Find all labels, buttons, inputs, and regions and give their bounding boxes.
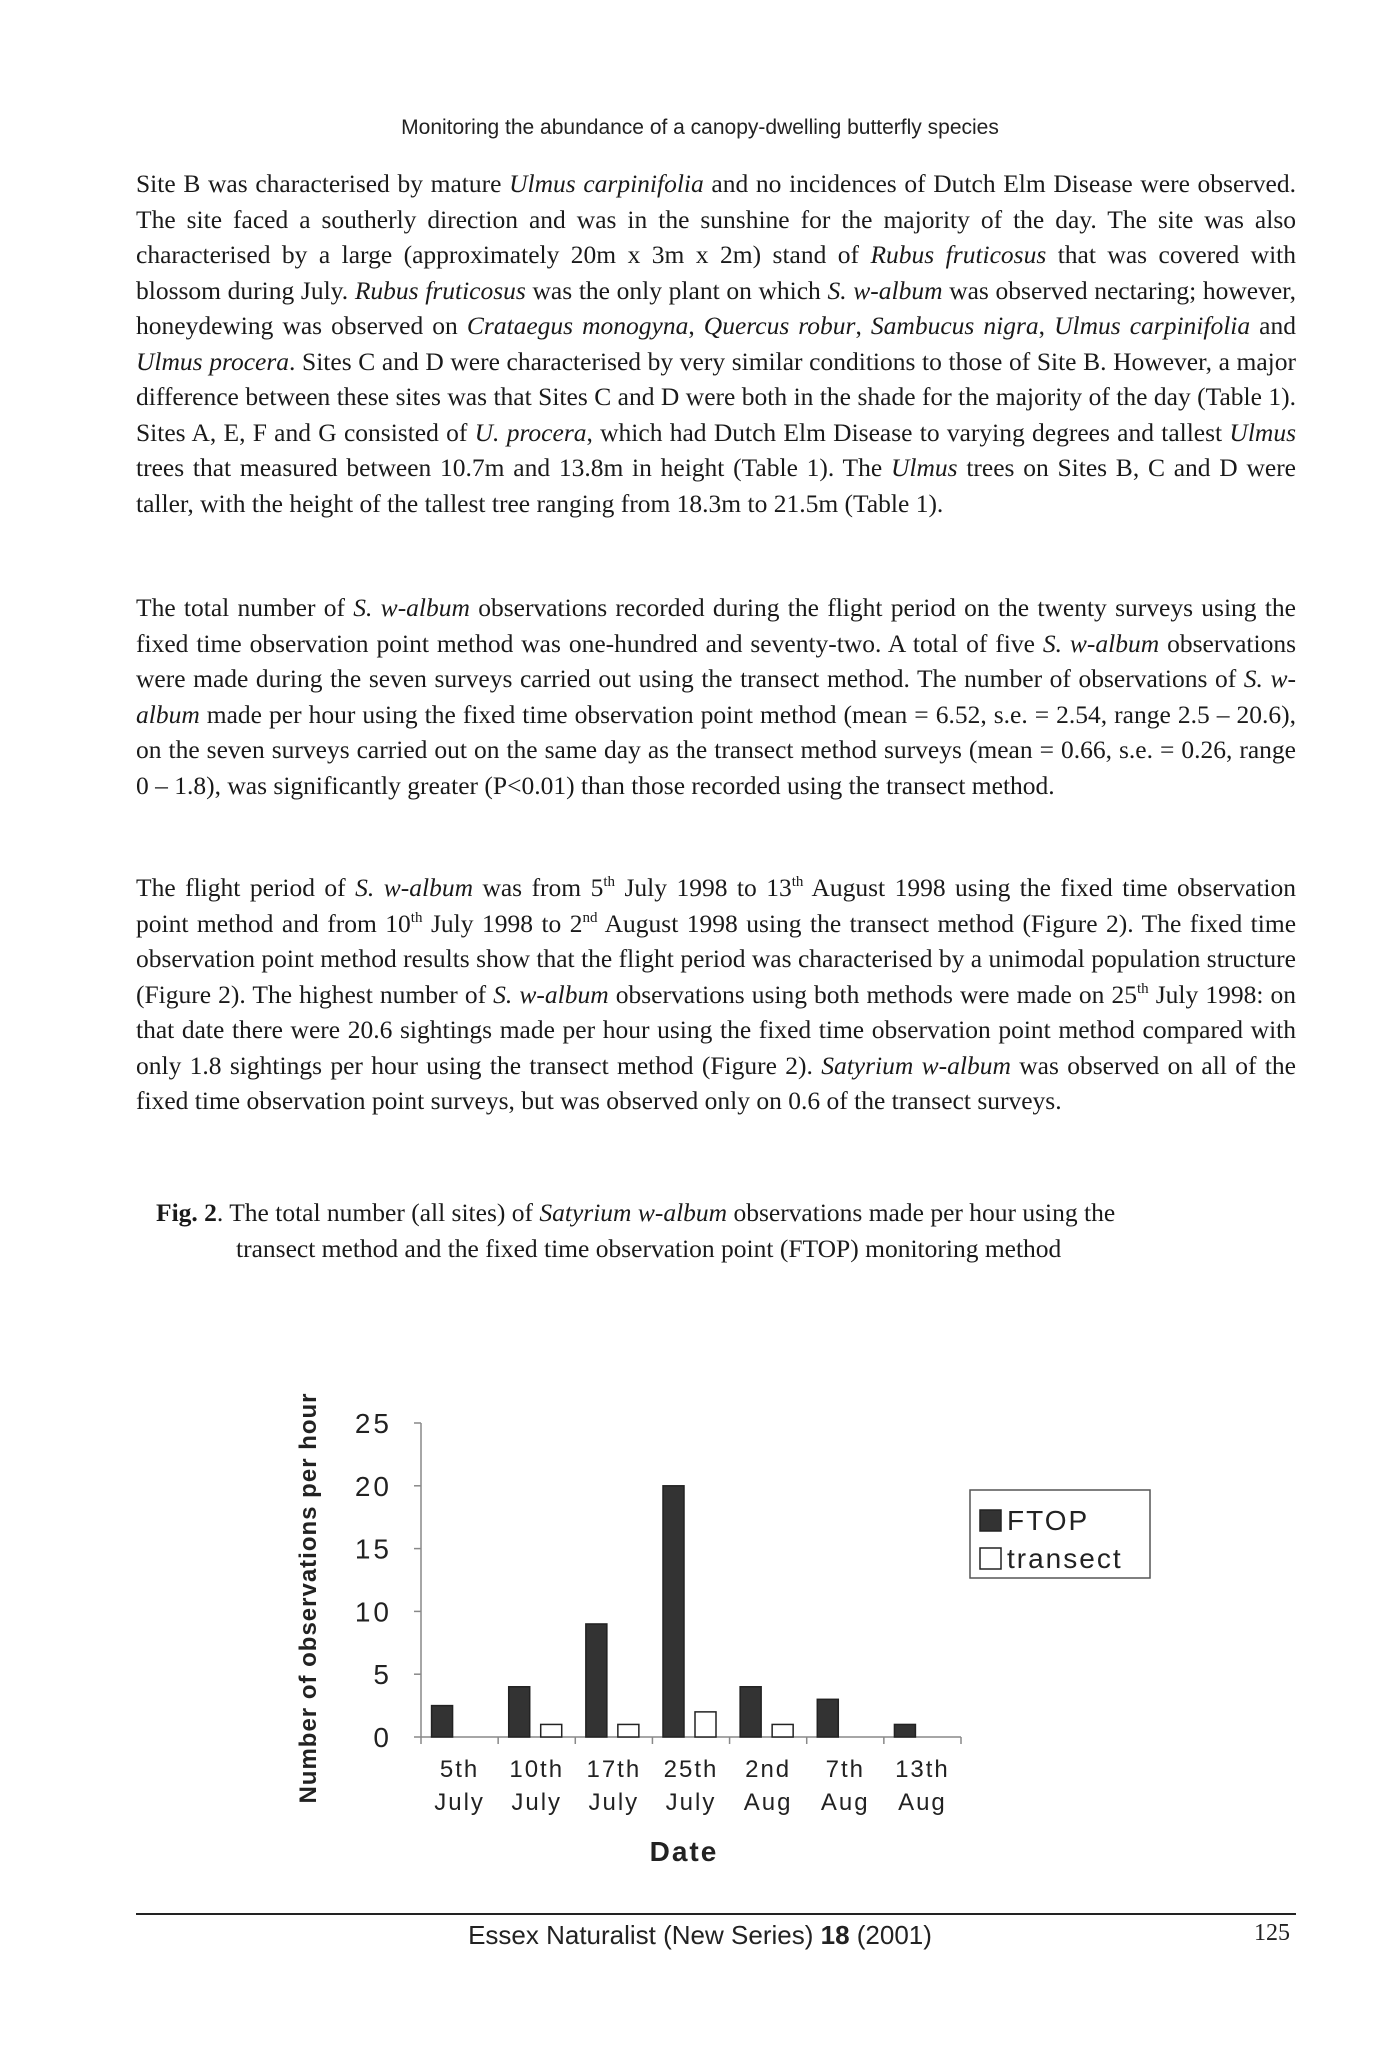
caption-species: Satyrium w-album — [539, 1198, 728, 1227]
y-axis-label: Number of observations per hour — [295, 1392, 322, 1804]
x-tick-label: 13th — [895, 1756, 950, 1783]
italic-run: Ulmus carpinifolia — [1054, 311, 1251, 340]
bar-ftop — [663, 1486, 684, 1737]
text-run: , — [1038, 311, 1055, 340]
bar-chart — [280, 1300, 1180, 1900]
italic-run: S. w-album — [1042, 628, 1160, 658]
text-run: July 1998 to 13 — [615, 873, 792, 902]
page-number: 125 — [1254, 1920, 1290, 1946]
italic-run: Satyrium w-album — [821, 1050, 1011, 1080]
text-run: was observed on all of the fixed time observation point surveys, but was observed only on 0.6 of the transect surveys. — [136, 1050, 1296, 1115]
italic-run: Ulmus procera — [136, 346, 290, 376]
footer-rule — [136, 1913, 1296, 1915]
y-tick-label: 5 — [373, 1659, 392, 1691]
text-run: was the only plant on which — [525, 275, 828, 305]
italic-run: Rubus fruticosus — [354, 275, 526, 305]
x-tick-label: 10th — [509, 1756, 565, 1783]
text-run: , — [855, 311, 871, 340]
bar-ftop — [740, 1687, 761, 1737]
text-run: that was covered with blossom during July. — [136, 240, 1296, 305]
italic-run: Ulmus carpinifolia — [509, 169, 704, 198]
bar-transect — [618, 1724, 639, 1737]
italic-run: S. w-album — [136, 664, 1297, 729]
text-run: observations recorded during the flight period on the twenty surveys using the fixed time observation point method was one-hundred and seventy-two. A total of five — [136, 593, 1296, 658]
text-run: trees on Sites B, C and D were taller, with the height of the tallest tree ranging from 18.3m to 21.5m (Table 1). — [136, 453, 1296, 518]
caption-text-end: observations made per hour using the — [727, 1198, 1116, 1227]
caption-line-2: transect method and the fixed time observation point (FTOP) monitoring method — [236, 1233, 1062, 1263]
italic-run: Sambucus nigra — [870, 311, 1039, 340]
x-axis-label: Date — [649, 1836, 719, 1867]
y-tick-label: 15 — [354, 1533, 392, 1565]
text-run: was observed nectaring; however, honeydewing was observed on — [136, 275, 1297, 340]
x-tick-label: July — [434, 1789, 485, 1816]
legend-swatch-ftop — [980, 1510, 1001, 1531]
italic-run: Ulmus — [1229, 417, 1296, 447]
italic-run: Crataegus monogyna — [466, 311, 689, 340]
bar-transect — [695, 1712, 716, 1737]
text-run: observations were made during the seven surveys carried out using the transect method. The number of observations of — [136, 628, 1296, 693]
bar-ftop — [509, 1687, 530, 1737]
x-tick-label: 5th — [439, 1756, 480, 1783]
text-run: made per hour using the fixed time observation point method (mean = 6.52, s.e. = 2.54, range 2.5 – 20.6), on the seven surveys carried out on the same day as the transect method surveys (mean = 0.66, s.e. = 0.26, range 0 – 1.8), was significantly greater (P<0.01) than those recorded using the transect method. — [136, 699, 1296, 800]
superscript-run: th — [410, 909, 423, 926]
bar-ftop — [432, 1706, 453, 1737]
text-run: , — [688, 311, 704, 340]
legend-label-ftop: FTOP — [1007, 1505, 1090, 1536]
running-header: Monitoring the abundance of a canopy-dwelling butterfly species — [401, 116, 999, 139]
italic-run: S. w-album — [827, 275, 943, 305]
text-run: The total number of — [136, 593, 354, 622]
superscript-run: th — [791, 874, 804, 890]
italic-run: S. w-album — [353, 593, 470, 622]
bar-ftop — [586, 1624, 607, 1737]
x-tick-label: 17th — [586, 1756, 642, 1783]
italic-run: S. w-album — [355, 873, 473, 902]
x-tick-label: July — [665, 1789, 717, 1816]
x-tick-label: 2nd — [745, 1756, 792, 1783]
text-run: August 1998 using the transect method (Figure 2). The fixed time observation point method results show that the flight period was characterised by a unimodal population structure (Figure 2). The highest number of — [136, 908, 1297, 1009]
x-tick-label: Aug — [820, 1789, 870, 1816]
text-run: July 1998: on that date there were 20.6 sightings made per hour using the fixed time observation point method compared with only 1.8 sightings per hour using the transect method (Figure 2). — [136, 979, 1297, 1080]
text-run: Site B was characterised by mature — [136, 169, 510, 198]
italic-run: Rubus fruticosus — [870, 240, 1047, 269]
superscript-run: th — [1136, 980, 1149, 997]
legend-label-transect: transect — [1007, 1543, 1123, 1574]
text-run: and — [1250, 311, 1296, 340]
x-tick-label: Aug — [743, 1789, 793, 1816]
y-tick-label: 0 — [373, 1722, 392, 1753]
y-tick-label: 20 — [354, 1470, 392, 1502]
y-tick-label: 25 — [354, 1408, 392, 1439]
text-run: trees that measured between 10.7m and 13.8m in height (Table 1). The — [136, 453, 891, 482]
footer-journal: Essex Naturalist (New Series) 18 (2001) — [468, 1920, 932, 1950]
caption-text-start: . The total number (all sites) of — [216, 1198, 540, 1227]
x-tick-label: July — [588, 1789, 640, 1816]
body-paragraph-1 — [136, 166, 1296, 521]
figure-caption — [156, 1195, 1276, 1266]
text-run: observations using both methods were made on 25 — [608, 979, 1137, 1009]
chart-legend — [970, 1490, 1150, 1578]
italic-run: U. procera — [474, 417, 587, 447]
figure-label: Fig. 2 — [156, 1198, 217, 1227]
x-tick-label: Aug — [898, 1789, 947, 1816]
text-run: and no incidences of Dutch Elm Disease were observed. The site faced a southerly direction and was in the sunshine for the majority of the day. The site was also characterised by a large (approximately 20m x 3m x 2m) stand of — [136, 169, 1296, 269]
italic-run: Quercus robur — [703, 311, 856, 340]
bar-transect — [541, 1724, 562, 1737]
y-tick-label: 10 — [354, 1596, 392, 1628]
text-run: August 1998 using the fixed time observation point method and from 10 — [136, 873, 1297, 938]
legend-swatch-transect — [980, 1548, 1001, 1569]
body-paragraph-3 — [136, 870, 1296, 1119]
bar-ftop — [817, 1699, 838, 1737]
bar-ftop — [894, 1724, 915, 1737]
text-run: was from 5 — [472, 873, 604, 902]
text-run: July 1998 to 2 — [422, 908, 583, 938]
text-run: . Sites C and D were characterised by very similar conditions to those of Site B. However, a major difference between these sites was that Sites C and D were both in the shade for the majority of the day (Table 1). Sites A, E, F and G consisted of — [136, 346, 1296, 447]
text-run: The flight period of — [136, 873, 356, 902]
italic-run: Ulmus — [890, 453, 958, 482]
superscript-run: th — [603, 874, 616, 890]
bar-transect — [772, 1724, 793, 1737]
x-tick-label: 25th — [663, 1756, 719, 1783]
x-tick-label: July — [511, 1789, 563, 1816]
x-tick-label: 7th — [825, 1756, 865, 1783]
italic-run: S. w-album — [493, 979, 609, 1009]
superscript-run: nd — [582, 909, 598, 926]
body-paragraph-2 — [136, 590, 1296, 803]
text-run: , which had Dutch Elm Disease to varying degrees and tallest — [586, 417, 1230, 447]
footer-volume: 18 — [820, 1920, 850, 1950]
